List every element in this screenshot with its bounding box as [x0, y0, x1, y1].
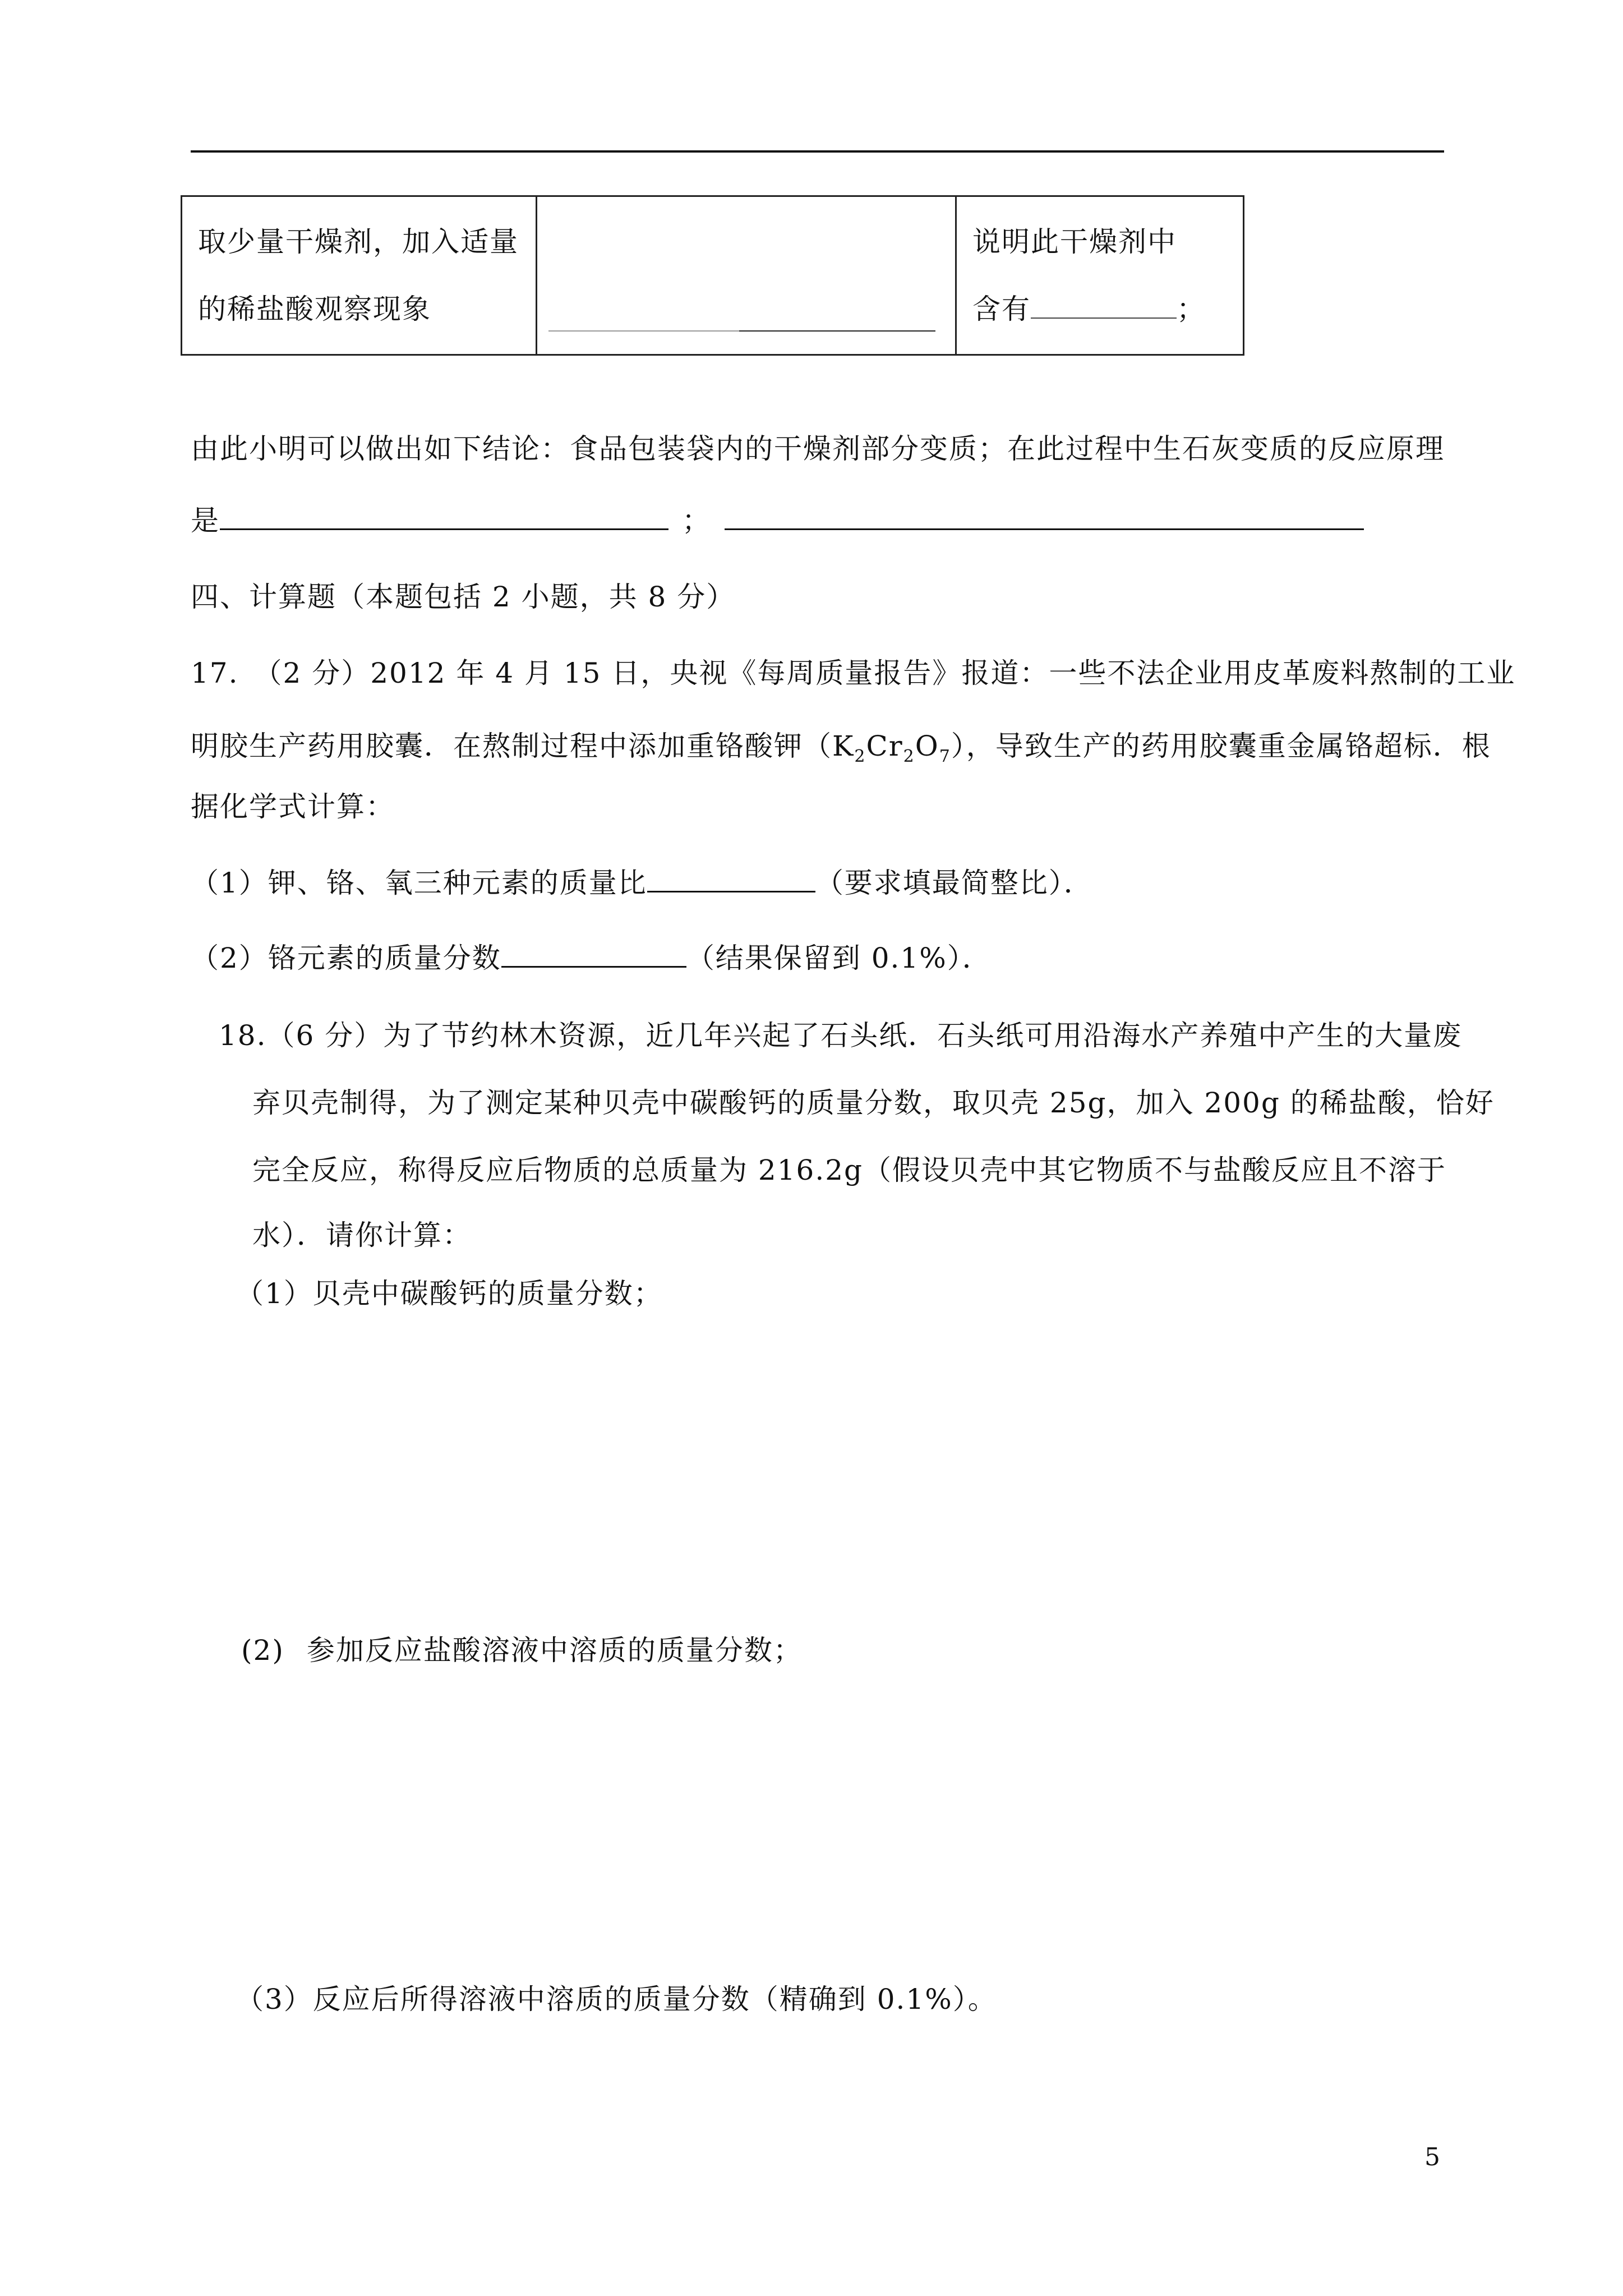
q18-line-3: 完全反应，称得反应后物质的总质量为 216.2g（假设贝壳中其它物质不与盐酸反应且不溶于: [252, 1154, 1447, 1186]
question-text: （结果保留到 0.1%）．: [686, 942, 992, 974]
question-text: （2）铬元素的质量分数: [191, 942, 501, 974]
reaction-blank-2[interactable]: [725, 501, 1364, 530]
operation-line: 取少量干燥剂，加入适量: [198, 226, 519, 258]
conclusion-prefix: 含有: [972, 293, 1031, 325]
q17-line-1: 17. （2 分）2012 年 4 月 15 日，央视《每周质量报告》报道：一些不法企业用皮革废料熬制的工业: [191, 657, 1516, 689]
experiment-table: [181, 195, 1244, 356]
separator: ；: [682, 504, 711, 537]
q17-line-3: 据化学式计算：: [191, 790, 395, 823]
operation-cell: [182, 196, 537, 355]
conclusion-cell: [956, 196, 1244, 355]
conclusion-line: [972, 275, 1243, 343]
part-number: (2): [241, 1634, 284, 1667]
text-segment: O: [915, 730, 939, 762]
text-segment: Cr: [866, 730, 903, 762]
q18-line-2: 弃贝壳制得，为了测定某种贝壳中碳酸钙的质量分数，取贝壳 25g，加入 200g 的稀盐酸，恰好: [252, 1087, 1495, 1119]
mass-fraction-blank[interactable]: [501, 939, 686, 968]
q17-part-1: [191, 861, 1093, 901]
question-text: （1）钾、铬、氧三种元素的质量比: [191, 867, 647, 899]
q18-line-1: 18.（6 分）为了节约林木资源，近几年兴起了石头纸．石头纸可用沿海水产养殖中产生的大量废: [219, 1019, 1463, 1052]
section-heading: 四、计算题（本题包括 2 小题，共 8 分）: [191, 581, 736, 613]
text-segment: ），导致生产的药用胶囊重金属铬超标．根: [951, 730, 1491, 762]
q17-part-2: [191, 936, 992, 976]
subscript: 2: [903, 747, 915, 766]
header-rule: [191, 150, 1444, 153]
operation-line: 的稀盐酸观察现象: [198, 293, 431, 325]
q18-line-4: 水）．请你计算：: [252, 1219, 472, 1251]
conclusion-text: 由此小明可以做出如下结论：食品包装袋内的干燥剂部分变质；在此过程中生石灰变质的反应原理: [191, 432, 1445, 465]
question-text: 参加反应盐酸溶液中溶质的质量分数；: [306, 1634, 803, 1667]
page-number: 5: [1424, 2143, 1440, 2171]
q18-part-1: （1）贝壳中碳酸钙的质量分数；: [236, 1277, 663, 1310]
subscript: 7: [939, 747, 951, 766]
text-segment: 明胶生产药用胶囊．在熬制过程中添加重铬酸钾（K: [191, 730, 855, 762]
conclusion-prefix: 是: [191, 504, 220, 537]
conclusion-suffix: ；: [1177, 293, 1206, 325]
q18-part-3: （3）反应后所得溶液中溶质的质量分数（精确到 0.1%）。: [236, 1983, 997, 2016]
mass-ratio-blank[interactable]: [647, 864, 815, 892]
conclusion-line: 说明此干燥剂中: [972, 226, 1177, 258]
question-text: （要求填最简整比）．: [815, 867, 1093, 899]
phenomenon-blank[interactable]: [548, 330, 935, 332]
phenomenon-cell: [537, 196, 956, 355]
reaction-blank-1[interactable]: [220, 501, 668, 530]
substance-blank[interactable]: [1031, 295, 1177, 319]
table-row: [182, 196, 1244, 355]
q17-line-2: [191, 724, 1491, 766]
q18-part-2: [241, 1628, 803, 1668]
subscript: 2: [854, 747, 866, 766]
conclusion-text-2: [191, 498, 1364, 539]
